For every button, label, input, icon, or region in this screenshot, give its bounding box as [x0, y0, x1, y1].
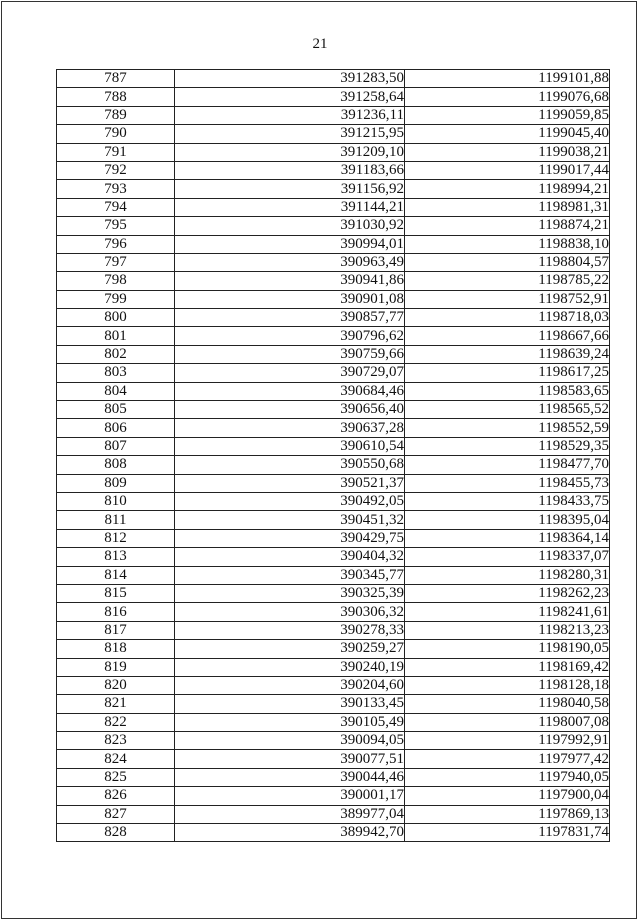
x-coordinate-cell: 391209,10	[175, 143, 405, 161]
table-row	[57, 768, 610, 786]
point-number-cell: 822	[57, 713, 175, 731]
y-coordinate-cell: 1198337,07	[405, 548, 610, 566]
point-number-cell: 817	[57, 621, 175, 639]
point-number-cell: 801	[57, 327, 175, 345]
x-coordinate-cell: 390278,33	[175, 621, 405, 639]
table-row	[57, 695, 610, 713]
point-number-cell: 796	[57, 235, 175, 253]
x-coordinate-cell: 390857,77	[175, 309, 405, 327]
point-number-cell: 788	[57, 88, 175, 106]
table-row	[57, 143, 610, 161]
x-coordinate-cell: 390901,08	[175, 290, 405, 308]
y-coordinate-cell: 1197831,74	[405, 824, 610, 842]
point-number-cell: 803	[57, 364, 175, 382]
point-number-cell: 800	[57, 309, 175, 327]
point-number-cell: 806	[57, 419, 175, 437]
table-row	[57, 603, 610, 621]
point-number-cell: 815	[57, 584, 175, 602]
table-row	[57, 290, 610, 308]
point-number-cell: 825	[57, 768, 175, 786]
x-coordinate-cell: 391144,21	[175, 198, 405, 216]
y-coordinate-cell: 1198804,57	[405, 253, 610, 271]
y-coordinate-cell: 1199045,40	[405, 125, 610, 143]
table-row	[57, 566, 610, 584]
y-coordinate-cell: 1198128,18	[405, 676, 610, 694]
point-number-cell: 792	[57, 161, 175, 179]
x-coordinate-cell: 389942,70	[175, 824, 405, 842]
point-number-cell: 823	[57, 732, 175, 750]
point-number-cell: 793	[57, 180, 175, 198]
x-coordinate-cell: 390610,54	[175, 437, 405, 455]
y-coordinate-cell: 1199076,68	[405, 88, 610, 106]
table-row	[57, 327, 610, 345]
y-coordinate-cell: 1198639,24	[405, 345, 610, 363]
x-coordinate-cell: 390637,28	[175, 419, 405, 437]
x-coordinate-cell: 391156,92	[175, 180, 405, 198]
coordinates-table	[56, 69, 610, 842]
table-row	[57, 658, 610, 676]
x-coordinate-cell: 390044,46	[175, 768, 405, 786]
x-coordinate-cell: 390759,66	[175, 345, 405, 363]
y-coordinate-cell: 1198280,31	[405, 566, 610, 584]
table-row	[57, 750, 610, 768]
x-coordinate-cell: 390306,32	[175, 603, 405, 621]
y-coordinate-cell: 1198994,21	[405, 180, 610, 198]
point-number-cell: 802	[57, 345, 175, 363]
y-coordinate-cell: 1198433,75	[405, 492, 610, 510]
x-coordinate-cell: 390259,27	[175, 640, 405, 658]
y-coordinate-cell: 1198395,04	[405, 511, 610, 529]
x-coordinate-cell: 390729,07	[175, 364, 405, 382]
coordinates-table-body	[57, 70, 610, 842]
y-coordinate-cell: 1198241,61	[405, 603, 610, 621]
y-coordinate-cell: 1198455,73	[405, 474, 610, 492]
y-coordinate-cell: 1198213,23	[405, 621, 610, 639]
point-number-cell: 810	[57, 492, 175, 510]
x-coordinate-cell: 390094,05	[175, 732, 405, 750]
point-number-cell: 804	[57, 382, 175, 400]
y-coordinate-cell: 1198552,59	[405, 419, 610, 437]
point-number-cell: 805	[57, 401, 175, 419]
y-coordinate-cell: 1197900,04	[405, 787, 610, 805]
y-coordinate-cell: 1197992,91	[405, 732, 610, 750]
table-row	[57, 713, 610, 731]
y-coordinate-cell: 1198667,66	[405, 327, 610, 345]
table-row	[57, 805, 610, 823]
x-coordinate-cell: 390325,39	[175, 584, 405, 602]
x-coordinate-cell: 390963,49	[175, 253, 405, 271]
x-coordinate-cell: 390796,62	[175, 327, 405, 345]
x-coordinate-cell: 390404,32	[175, 548, 405, 566]
point-number-cell: 826	[57, 787, 175, 805]
point-number-cell: 809	[57, 474, 175, 492]
table-row	[57, 70, 610, 88]
table-row	[57, 640, 610, 658]
x-coordinate-cell: 390451,32	[175, 511, 405, 529]
point-number-cell: 790	[57, 125, 175, 143]
y-coordinate-cell: 1198565,52	[405, 401, 610, 419]
table-row	[57, 272, 610, 290]
table-row	[57, 253, 610, 271]
y-coordinate-cell: 1198617,25	[405, 364, 610, 382]
x-coordinate-cell: 390204,60	[175, 676, 405, 694]
table-row	[57, 584, 610, 602]
table-row	[57, 548, 610, 566]
point-number-cell: 820	[57, 676, 175, 694]
x-coordinate-cell: 391236,11	[175, 106, 405, 124]
point-number-cell: 791	[57, 143, 175, 161]
table-row	[57, 382, 610, 400]
x-coordinate-cell: 390133,45	[175, 695, 405, 713]
x-coordinate-cell: 390429,75	[175, 529, 405, 547]
x-coordinate-cell: 391030,92	[175, 217, 405, 235]
point-number-cell: 797	[57, 253, 175, 271]
table-row	[57, 401, 610, 419]
y-coordinate-cell: 1198477,70	[405, 456, 610, 474]
point-number-cell: 813	[57, 548, 175, 566]
point-number-cell: 808	[57, 456, 175, 474]
table-row	[57, 217, 610, 235]
page-number: 21	[312, 36, 328, 52]
point-number-cell: 799	[57, 290, 175, 308]
point-number-cell: 811	[57, 511, 175, 529]
point-number-cell: 821	[57, 695, 175, 713]
x-coordinate-cell: 390941,86	[175, 272, 405, 290]
point-number-cell: 787	[57, 70, 175, 88]
point-number-cell: 827	[57, 805, 175, 823]
point-number-cell: 789	[57, 106, 175, 124]
table-row	[57, 492, 610, 510]
y-coordinate-cell: 1199059,85	[405, 106, 610, 124]
x-coordinate-cell: 390492,05	[175, 492, 405, 510]
point-number-cell: 828	[57, 824, 175, 842]
point-number-cell: 824	[57, 750, 175, 768]
y-coordinate-cell: 1198981,31	[405, 198, 610, 216]
x-coordinate-cell: 390240,19	[175, 658, 405, 676]
table-row	[57, 106, 610, 124]
x-coordinate-cell: 390521,37	[175, 474, 405, 492]
y-coordinate-cell: 1198190,05	[405, 640, 610, 658]
point-number-cell: 812	[57, 529, 175, 547]
table-row	[57, 621, 610, 639]
table-row	[57, 88, 610, 106]
table-row	[57, 437, 610, 455]
y-coordinate-cell: 1197977,42	[405, 750, 610, 768]
x-coordinate-cell: 390105,49	[175, 713, 405, 731]
x-coordinate-cell: 390550,68	[175, 456, 405, 474]
y-coordinate-cell: 1197869,13	[405, 805, 610, 823]
y-coordinate-cell: 1198874,21	[405, 217, 610, 235]
table-row	[57, 235, 610, 253]
x-coordinate-cell: 390656,40	[175, 401, 405, 419]
x-coordinate-cell: 390001,17	[175, 787, 405, 805]
y-coordinate-cell: 1197940,05	[405, 768, 610, 786]
y-coordinate-cell: 1198583,65	[405, 382, 610, 400]
table-row	[57, 198, 610, 216]
table-row	[57, 529, 610, 547]
table-row	[57, 419, 610, 437]
table-row	[57, 309, 610, 327]
y-coordinate-cell: 1198752,91	[405, 290, 610, 308]
x-coordinate-cell: 389977,04	[175, 805, 405, 823]
y-coordinate-cell: 1198785,22	[405, 272, 610, 290]
table-row	[57, 824, 610, 842]
y-coordinate-cell: 1198007,08	[405, 713, 610, 731]
point-number-cell: 818	[57, 640, 175, 658]
y-coordinate-cell: 1198262,23	[405, 584, 610, 602]
x-coordinate-cell: 391215,95	[175, 125, 405, 143]
point-number-cell: 807	[57, 437, 175, 455]
x-coordinate-cell: 390077,51	[175, 750, 405, 768]
table-row	[57, 345, 610, 363]
y-coordinate-cell: 1198364,14	[405, 529, 610, 547]
y-coordinate-cell: 1198718,03	[405, 309, 610, 327]
table-row	[57, 474, 610, 492]
point-number-cell: 795	[57, 217, 175, 235]
y-coordinate-cell: 1198169,42	[405, 658, 610, 676]
y-coordinate-cell: 1198838,10	[405, 235, 610, 253]
table-row	[57, 364, 610, 382]
y-coordinate-cell: 1199038,21	[405, 143, 610, 161]
point-number-cell: 798	[57, 272, 175, 290]
y-coordinate-cell: 1199101,88	[405, 70, 610, 88]
table-row	[57, 676, 610, 694]
x-coordinate-cell: 390345,77	[175, 566, 405, 584]
table-row	[57, 511, 610, 529]
x-coordinate-cell: 391283,50	[175, 70, 405, 88]
table-row	[57, 180, 610, 198]
table-row	[57, 125, 610, 143]
x-coordinate-cell: 390994,01	[175, 235, 405, 253]
y-coordinate-cell: 1198529,35	[405, 437, 610, 455]
y-coordinate-cell: 1199017,44	[405, 161, 610, 179]
table-row	[57, 787, 610, 805]
point-number-cell: 819	[57, 658, 175, 676]
x-coordinate-cell: 391183,66	[175, 161, 405, 179]
point-number-cell: 814	[57, 566, 175, 584]
table-row	[57, 456, 610, 474]
x-coordinate-cell: 390684,46	[175, 382, 405, 400]
x-coordinate-cell: 391258,64	[175, 88, 405, 106]
point-number-cell: 816	[57, 603, 175, 621]
table-row	[57, 732, 610, 750]
point-number-cell: 794	[57, 198, 175, 216]
y-coordinate-cell: 1198040,58	[405, 695, 610, 713]
table-row	[57, 161, 610, 179]
